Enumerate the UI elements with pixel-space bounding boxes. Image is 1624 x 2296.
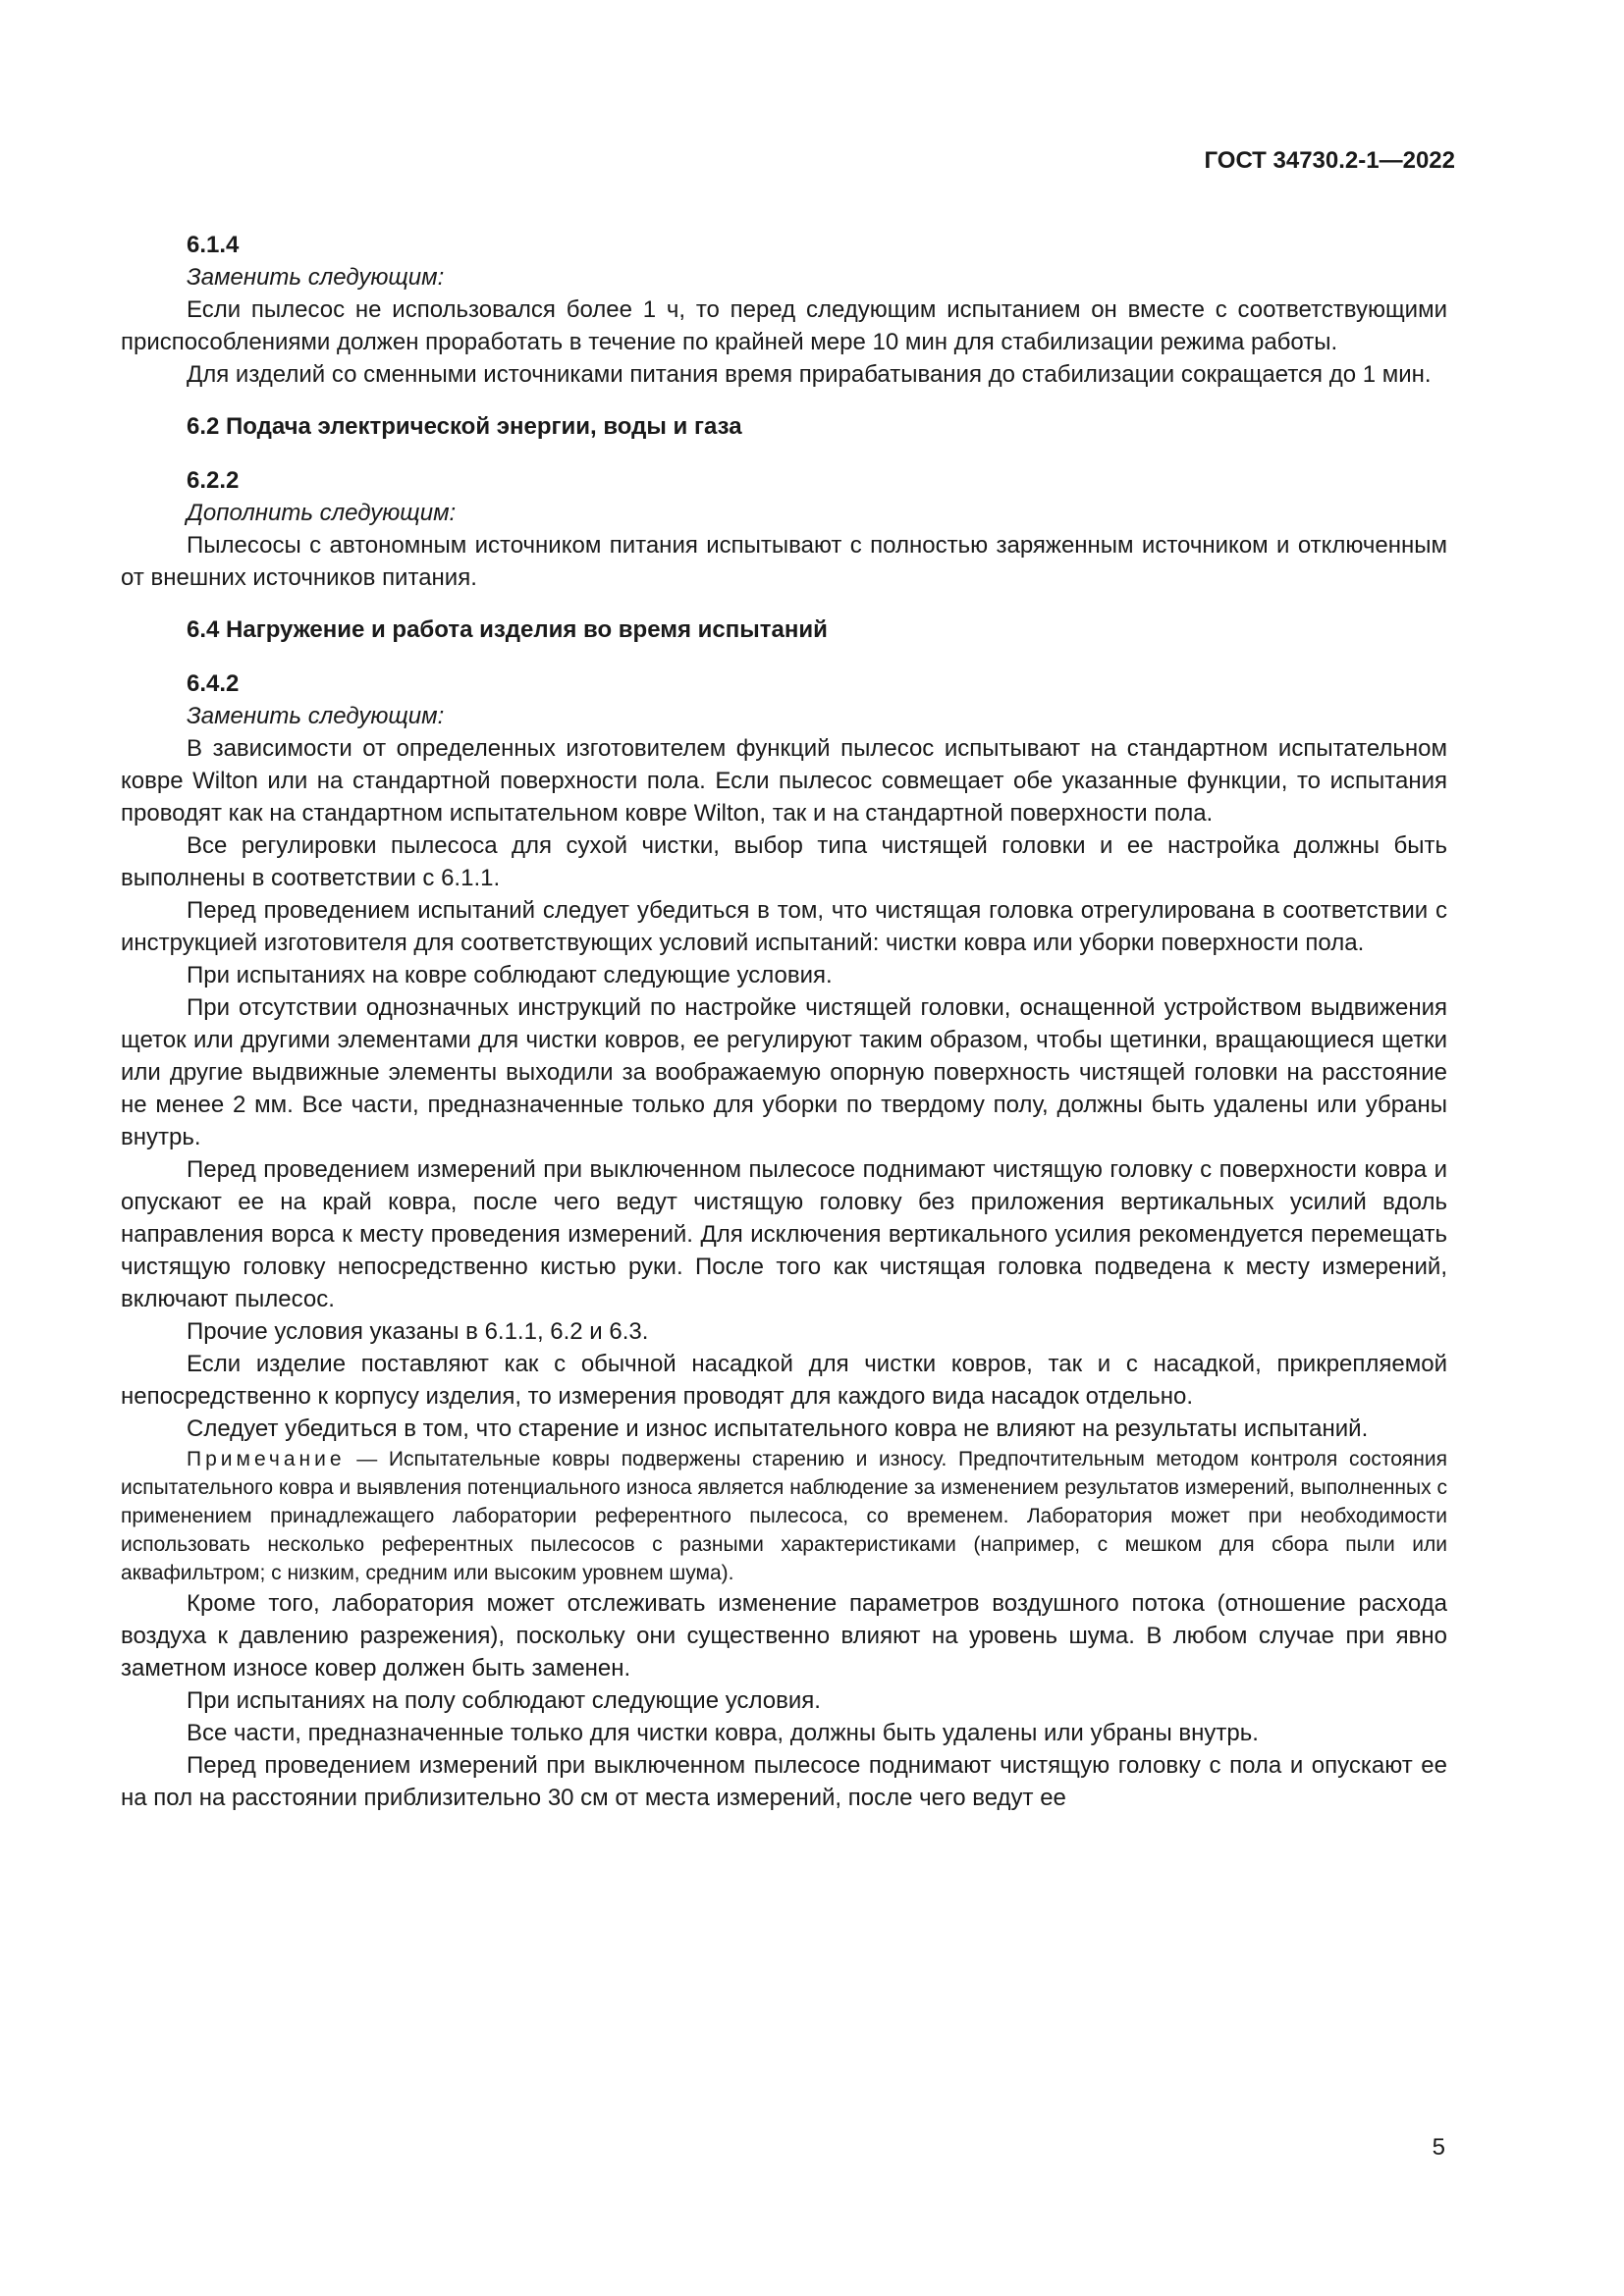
paragraph: Пылесосы с автономным источником питания испытывают с полностью заряженным источником и отключенным от внешних источников питания. (121, 532, 1447, 591)
paragraph: При испытаниях на полу соблюдают следующие условия. (187, 1687, 821, 1714)
paragraph: Если пылесос не использовался более 1 ч, то перед следующим испытанием он вместе с соответствующими приспособлениями должен проработать в течение по крайней мере 10 мин для стабилизации режима работы. (121, 296, 1447, 355)
clause-number: 6.2.2 (187, 467, 240, 494)
paragraph: Все регулировки пылесоса для сухой чистки, выбор типа чистящей головки и ее настройка должны быть выполнены в соответствии с 6.1.1. (121, 832, 1447, 891)
note-text: — Испытательные ковры подвержены старению и износу. Предпочтительным методом контроля состояния испытательного ковра и выявления потенциального износа является наблюдение за изменением результатов измерений, выполненных с применением принадлежащего лаборатории референтного пылесоса, со временем. Лаборатория может при необходимости использовать несколько референтных пылесосов с разными характеристиками (например, с мешком для сбора пыли или аквафильтром; с низким, средним или высоким уровнем шума). (121, 1448, 1447, 1584)
paragraph: При отсутствии однозначных инструкций по настройке чистящей головки, оснащенной устройством выдвижения щеток или другими элементами для чистки ковров, ее регулируют таким образом, чтобы щетинки, вращающиеся щетки или другие выдвижные элементы выходили за воображаемую опорную поверхность чистящей головки на расстояние не менее 2 мм. Все части, предназначенные только для уборки по твердому полу, должны быть удалены или убраны внутрь. (121, 994, 1447, 1150)
paragraph: Прочие условия указаны в 6.1.1, 6.2 и 6.3. (187, 1318, 649, 1345)
document-body (121, 229, 1447, 1814)
paragraph: Для изделий со сменными источниками питания время прирабатывания до стабилизации сокращается до 1 мин. (187, 361, 1432, 388)
paragraph: Если изделие поставляют как с обычной насадкой для чистки ковров, так и с насадкой, прикрепляемой непосредственно к корпусу изделия, то измерения проводят для каждого вида насадок отдельно. (121, 1351, 1447, 1410)
paragraph: В зависимости от определенных изготовителем функций пылесос испытывают на стандартном испытательном ковре Wilton или на стандартной поверхности пола. Если пылесос совмещает обе указанные функции, то испытания проводят как на стандартном испытательном ковре Wilton, так и на стандартной поверхности пола. (121, 735, 1447, 827)
paragraph: Все части, предназначенные только для чистки ковра, должны быть удалены или убраны внутрь. (187, 1720, 1259, 1746)
document-code-header: ГОСТ 34730.2-1—2022 (1204, 147, 1455, 174)
paragraph: Следует убедиться в том, что старение и износ испытательного ковра не влияют на результаты испытаний. (187, 1415, 1369, 1442)
paragraph: Перед проведением измерений при выключенном пылесосе поднимают чистящую головку с пола и опускают ее на пол на расстоянии приблизительно 30 см от места измерений, после чего ведут ее (121, 1752, 1447, 1811)
amendment-instruction: Заменить следующим: (187, 703, 445, 729)
paragraph: Перед проведением испытаний следует убедиться в том, что чистящая головка отрегулирована в соответствии с инструкцией изготовителя для соответствующих условий испытаний: чистки ковра или уборки поверхности пола. (121, 897, 1447, 956)
note-label: Примечание (187, 1448, 346, 1470)
clause-number: 6.1.4 (187, 232, 240, 258)
amendment-instruction: Дополнить следующим: (187, 500, 457, 526)
paragraph: При испытаниях на ковре соблюдают следующие условия. (187, 962, 833, 988)
amendment-instruction: Заменить следующим: (187, 264, 445, 291)
section-heading: 6.2 Подача электрической энергии, воды и газа (187, 413, 742, 440)
clause-number: 6.4.2 (187, 670, 240, 697)
note (121, 1445, 1447, 1587)
section-heading: 6.4 Нагружение и работа изделия во время испытаний (187, 616, 828, 643)
page-number: 5 (1432, 2134, 1445, 2161)
paragraph: Кроме того, лаборатория может отслеживать изменение параметров воздушного потока (отношение расхода воздуха к давлению разрежения), поскольку они существенно влияют на уровень шума. В любом случае при явно заметном износе ковер должен быть заменен. (121, 1590, 1447, 1682)
paragraph: Перед проведением измерений при выключенном пылесосе поднимают чистящую головку с поверхности ковра и опускают ее на край ковра, после чего ведут чистящую головку без приложения вертикальных усилий вдоль направления ворса к месту проведения измерений. Для исключения вертикального усилия рекомендуется перемещать чистящую головку непосредственно кистью руки. После того как чистящая головка подведена к месту измерений, включают пылесос. (121, 1156, 1447, 1312)
